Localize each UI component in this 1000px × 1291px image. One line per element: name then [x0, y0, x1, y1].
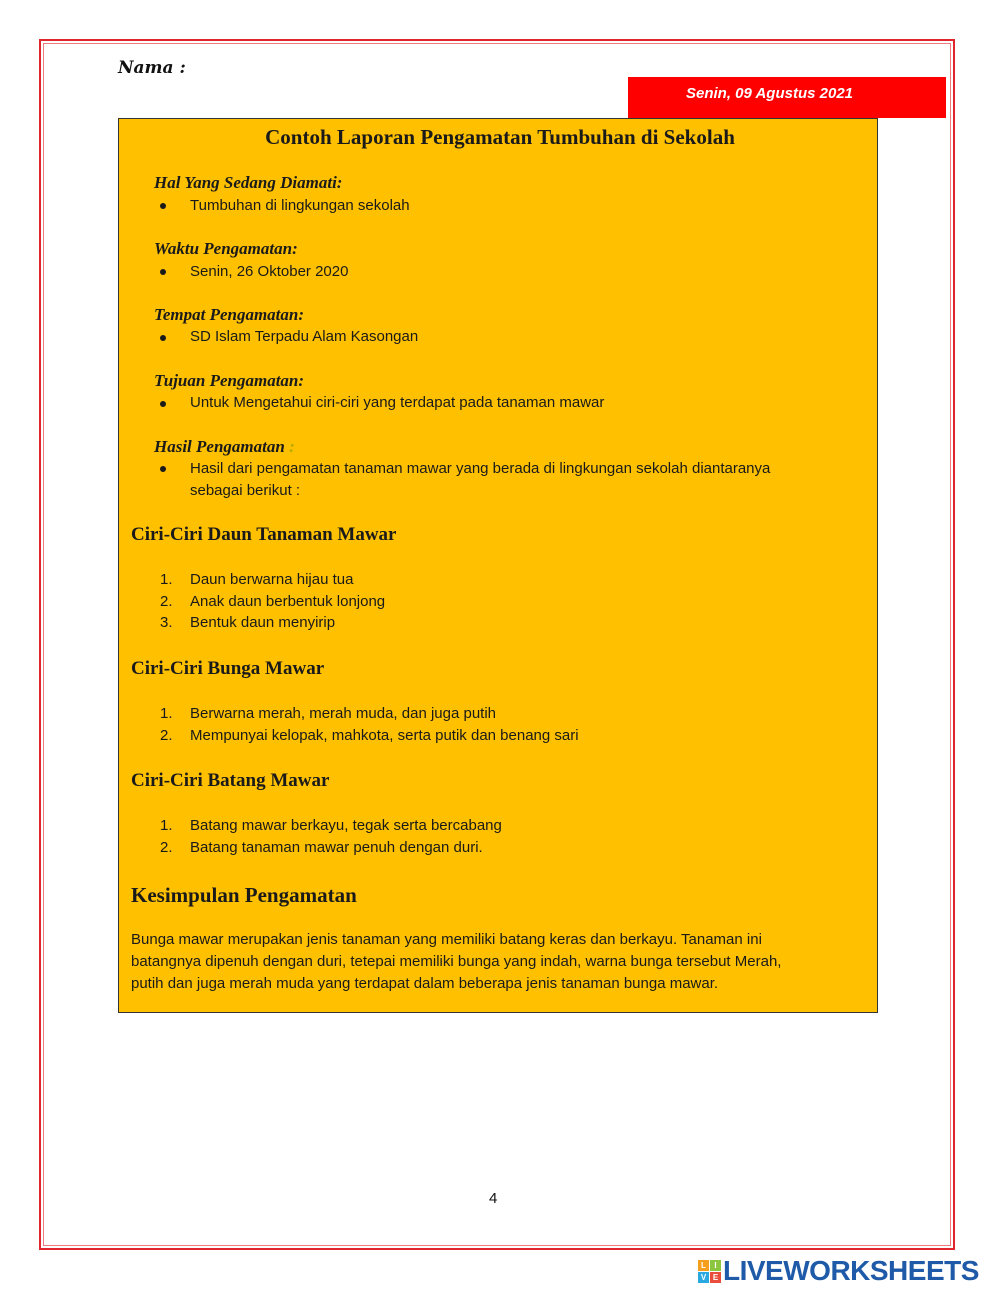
report-title: Contoh Laporan Pengamatan Tumbuhan di Sekolah [265, 125, 735, 149]
section-item-purpose: Untuk Mengetahui ciri-ciri yang terdapat pada tanaman mawar [190, 394, 605, 411]
section-item-time: Senin, 26 Oktober 2020 [190, 263, 349, 280]
section-item-place: SD Islam Terpadu Alam Kasongan [190, 328, 419, 345]
conclusion-line: Bunga mawar merupakan jenis tanaman yang memiliki batang keras dan berkayu. Tanaman ini [131, 931, 762, 948]
list-number: 2. [160, 727, 173, 744]
list-number: 2. [160, 839, 173, 856]
logo-letter-v: V [698, 1272, 709, 1283]
list-item: Anak daun berbentuk lonjong [190, 593, 386, 610]
bullet-icon [160, 466, 166, 472]
section-label-place: Tempat Pengamatan: [154, 305, 305, 324]
logo-letter-i: I [710, 1260, 721, 1271]
list-number: 1. [160, 571, 173, 588]
list-number: 2. [160, 593, 173, 610]
section-label-result-text: Hasil Pengamatan [154, 437, 285, 456]
heading-stem-traits: Ciri-Ciri Batang Mawar [131, 770, 330, 791]
liveworksheets-logo[interactable] [698, 1256, 979, 1286]
heading-flower-traits: Ciri-Ciri Bunga Mawar [131, 658, 325, 679]
list-item: Batang tanaman mawar penuh dengan duri. [190, 839, 483, 856]
section-label-result-colon: : [289, 437, 295, 456]
section-item-observed: Tumbuhan di lingkungan sekolah [190, 197, 410, 214]
date-badge [628, 77, 946, 118]
bullet-icon [160, 269, 166, 275]
list-item: Batang mawar berkayu, tegak serta bercabang [190, 817, 502, 834]
section-label-result [154, 437, 295, 457]
list-item: Daun berwarna hijau tua [190, 571, 354, 588]
bullet-icon [160, 203, 166, 209]
section-label-observed: Hal Yang Sedang Diamati: [154, 173, 343, 192]
section-label-purpose: Tujuan Pengamatan: [154, 371, 305, 390]
name-label: Nama : [118, 58, 186, 78]
conclusion-line: batangnya dipenuh dengan duri, tetepai memiliki bunga yang indah, warna bunga tersebut Merah, [131, 953, 782, 970]
list-number: 1. [160, 705, 173, 722]
page-number: 4 [489, 1190, 498, 1207]
list-item: Mempunyai kelopak, mahkota, serta putik dan benang sari [190, 727, 579, 744]
heading-conclusion: Kesimpulan Pengamatan [131, 883, 357, 907]
conclusion-paragraph [131, 929, 861, 995]
liveworksheets-icon [698, 1260, 721, 1283]
list-number: 1. [160, 817, 173, 834]
section-label-time: Waktu Pengamatan: [154, 239, 298, 258]
bullet-icon [160, 401, 166, 407]
bullet-icon [160, 335, 166, 341]
section-item-result-line-2: sebagai berikut : [190, 482, 301, 499]
section-item-result-line-1: Hasil dari pengamatan tanaman mawar yang berada di lingkungan sekolah diantaranya [190, 460, 771, 477]
liveworksheets-wordmark: LIVEWORKSHEETS [723, 1255, 979, 1286]
list-item: Berwarna merah, merah muda, dan juga putih [190, 705, 497, 722]
logo-letter-e: E [710, 1272, 721, 1283]
list-number: 3. [160, 614, 173, 631]
heading-leaf-traits: Ciri-Ciri Daun Tanaman Mawar [131, 524, 397, 545]
logo-letter-l: L [698, 1260, 709, 1271]
list-item: Bentuk daun menyirip [190, 614, 336, 631]
date-text: Senin, 09 Agustus 2021 [686, 85, 854, 102]
conclusion-line: putih dan juga merah muda yang terdapat dalam beberapa jenis tanaman bunga mawar. [131, 975, 719, 992]
